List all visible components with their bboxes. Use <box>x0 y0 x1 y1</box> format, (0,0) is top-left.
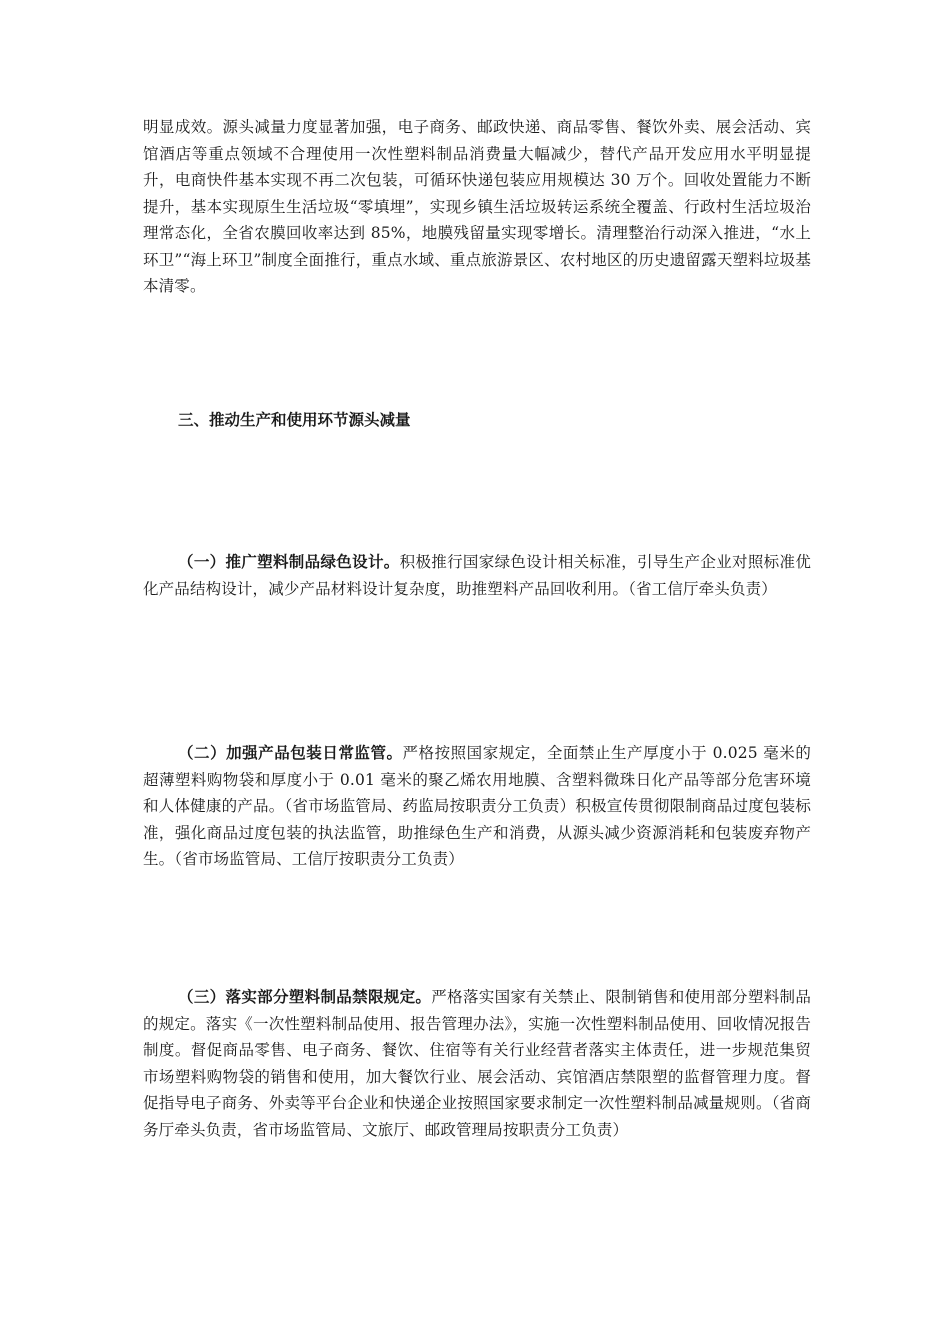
item-2-lead: （二）加强产品包装日常监管。 <box>178 743 403 762</box>
section-heading: 三、推动生产和使用环节源头减量 <box>178 411 411 429</box>
item-1-body: 积极推行国家绿色设计相关标准，引导生产企业对照标准优化产品结构设计，减少产品材料设计复杂度，助推塑料产品回收利用。（省工信厅牵头负责） <box>143 553 811 598</box>
item-paragraph-2 <box>143 740 811 873</box>
item-3-lead: （三）落实部分塑料制品禁限规定。 <box>178 987 432 1006</box>
item-paragraph-1 <box>143 549 811 602</box>
item-2-body: 严格按照国家规定，全面禁止生产厚度小于 0.025 毫米的超薄塑料购物袋和厚度小于 0.01 毫米的聚乙烯农用地膜、含塑料微珠日化产品等部分危害环境和人体健康的产品。（省市场监管局、药监局按职责分工负责）积极宣传贯彻限制商品过度包装标准，强化商品过度包装的执法监管，助推绿色生产和消费，从源头减少资源消耗和包装废弃物产生。（省市场监管局、工信厅按职责分工负责） <box>143 744 811 868</box>
item-paragraph-3 <box>143 984 811 1143</box>
item-3-body: 严格落实国家有关禁止、限制销售和使用部分塑料制品的规定。落实《一次性塑料制品使用、报告管理办法》，实施一次性塑料制品使用、回收情况报告制度。督促商品零售、电子商务、餐饮、住宿等有关行业经营者落实主体责任，进一步规范集贸市场塑料购物袋的销售和使用，加大餐饮行业、展会活动、宾馆酒店禁限塑的监督管理力度。督促指导电子商务、外卖等平台企业和快递企业按照国家要求制定一次性塑料制品减量规则。（省商务厅牵头负责，省市场监管局、文旅厅、邮政管理局按职责分工负责） <box>143 988 812 1139</box>
item-1-lead: （一）推广塑料制品绿色设计。 <box>178 552 400 571</box>
intro-paragraph: 明显成效。源头减量力度显著加强，电子商务、邮政快递、商品零售、餐饮外卖、展会活动、宾馆酒店等重点领域不合理使用一次性塑料制品消费量大幅减少，替代产品开发应用水平明显提升，电商快件基本实现不再二次包装，可循环快递包装应用规模达 30 万个。回收处置能力不断提升，基本实现原生生活垃圾“零填埋”，实现乡镇生活垃圾转运系统全覆盖、行政村生活垃圾治理常态化，全省农膜回收率达到 85%，地膜残留量实现零增长。清理整治行动深入推进，“水上环卫”“海上环卫”制度全面推行，重点水域、重点旅游景区、农村地区的历史遗留露天塑料垃圾基本清零。 <box>143 118 811 295</box>
